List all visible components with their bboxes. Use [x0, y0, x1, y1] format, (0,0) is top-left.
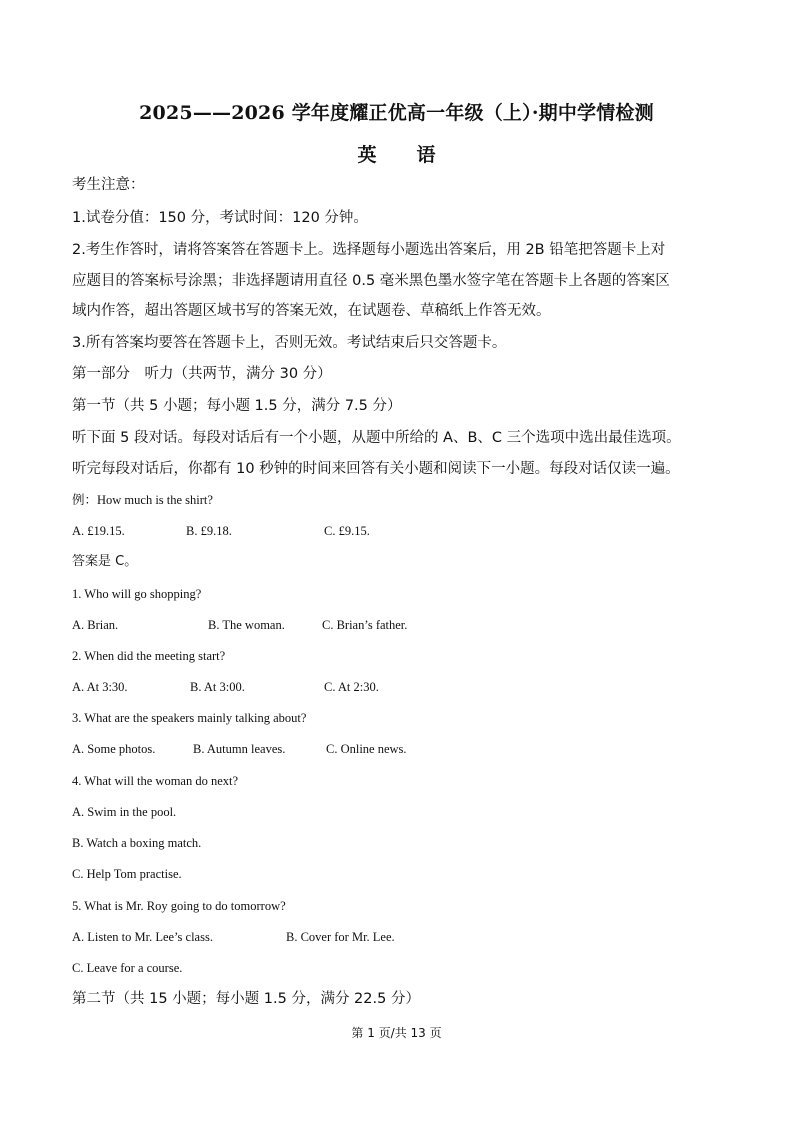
example-option-c: C. £9.15. — [324, 524, 370, 538]
notice-item-3: 3.所有答案均要答在答题卡上，否则无效。考试结束后只交答题卡。 — [72, 335, 507, 351]
question-5: 5. What is Mr. Roy going to do tomorrow? — [72, 899, 286, 913]
question-2-option-b: B. At 3:00. — [190, 680, 245, 694]
question-1-options — [72, 615, 407, 635]
question-4: 4. What will the woman do next? — [72, 774, 239, 788]
question-5-options — [72, 927, 395, 947]
part1-heading: 第一部分 听力（共两节，满分 30 分） — [72, 366, 332, 382]
question-5-option-c: C. Leave for a course. — [72, 961, 183, 975]
question-2-option-a: A. At 3:30. — [72, 680, 128, 694]
question-4-option-b: B. Watch a boxing match. — [72, 836, 202, 850]
notice-heading: 考生注意： — [72, 177, 145, 193]
notice-item-2-line-1: 2.考生作答时，请将答案答在答题卡上。选择题每小题选出答案后，用 2B 铅笔把答题卡上对 — [72, 242, 666, 258]
question-5-option-a: A. Listen to Mr. Lee’s class. — [72, 930, 213, 944]
question-3-options — [72, 739, 407, 759]
example-options — [72, 521, 370, 541]
question-2-option-c: C. At 2:30. — [324, 680, 379, 694]
example-option-b: B. £9.18. — [186, 524, 232, 538]
example-option-a: A. £19.15. — [72, 524, 125, 538]
exam-title: 2025——2026 学年度耀正优高一年级（上）·期中学情检测 — [139, 102, 654, 124]
notice-item-1: 1.试卷分值：150 分，考试时间：120 分钟。 — [72, 210, 368, 226]
notice-item-2-line-3: 域内作答，超出答题区域书写的答案无效，在试题卷、草稿纸上作答无效。 — [72, 303, 551, 319]
question-1-option-a: A. Brian. — [72, 618, 119, 632]
section2-heading: 第二节（共 15 小题；每小题 1.5 分，满分 22.5 分） — [72, 991, 420, 1007]
question-5-option-b: B. Cover for Mr. Lee. — [286, 930, 395, 944]
question-3: 3. What are the speakers mainly talking about? — [72, 711, 307, 725]
question-1: 1. Who will go shopping? — [72, 587, 202, 601]
notice-item-2-line-2: 应题目的答案标号涂黑；非选择题请用直径 0.5 毫米黑色墨水签字笔在答题卡上各题的答案区 — [72, 273, 670, 289]
subject-title: 英语 — [357, 144, 476, 166]
instructions-line-1: 听下面 5 段对话。每段对话后有一个小题，从题中所给的 A、B、C 三个选项中选出最佳选项。 — [72, 430, 681, 446]
example-answer: 答案是 C。 — [72, 554, 138, 569]
instructions-line-2: 听完每段对话后，你都有 10 秒钟的时间来回答有关小题和阅读下一小题。每段对话仅读一遍。 — [72, 461, 680, 477]
question-3-option-a: A. Some photos. — [72, 742, 156, 756]
question-4-option-a: A. Swim in the pool. — [72, 805, 177, 819]
question-1-option-b: B. The woman. — [208, 618, 285, 632]
question-2-options — [72, 677, 379, 697]
question-3-option-c: C. Online news. — [326, 742, 407, 756]
question-3-option-b: B. Autumn leaves. — [193, 742, 286, 756]
question-4-option-c: C. Help Tom practise. — [72, 867, 182, 881]
section1-heading: 第一节（共 5 小题；每小题 1.5 分，满分 7.5 分） — [72, 398, 402, 414]
example-question: 例：How much is the shirt? — [72, 493, 213, 507]
question-1-option-c: C. Brian’s father. — [322, 618, 408, 632]
page-number: 第 1 页/共 13 页 — [351, 1026, 442, 1040]
question-2: 2. When did the meeting start? — [72, 649, 226, 663]
